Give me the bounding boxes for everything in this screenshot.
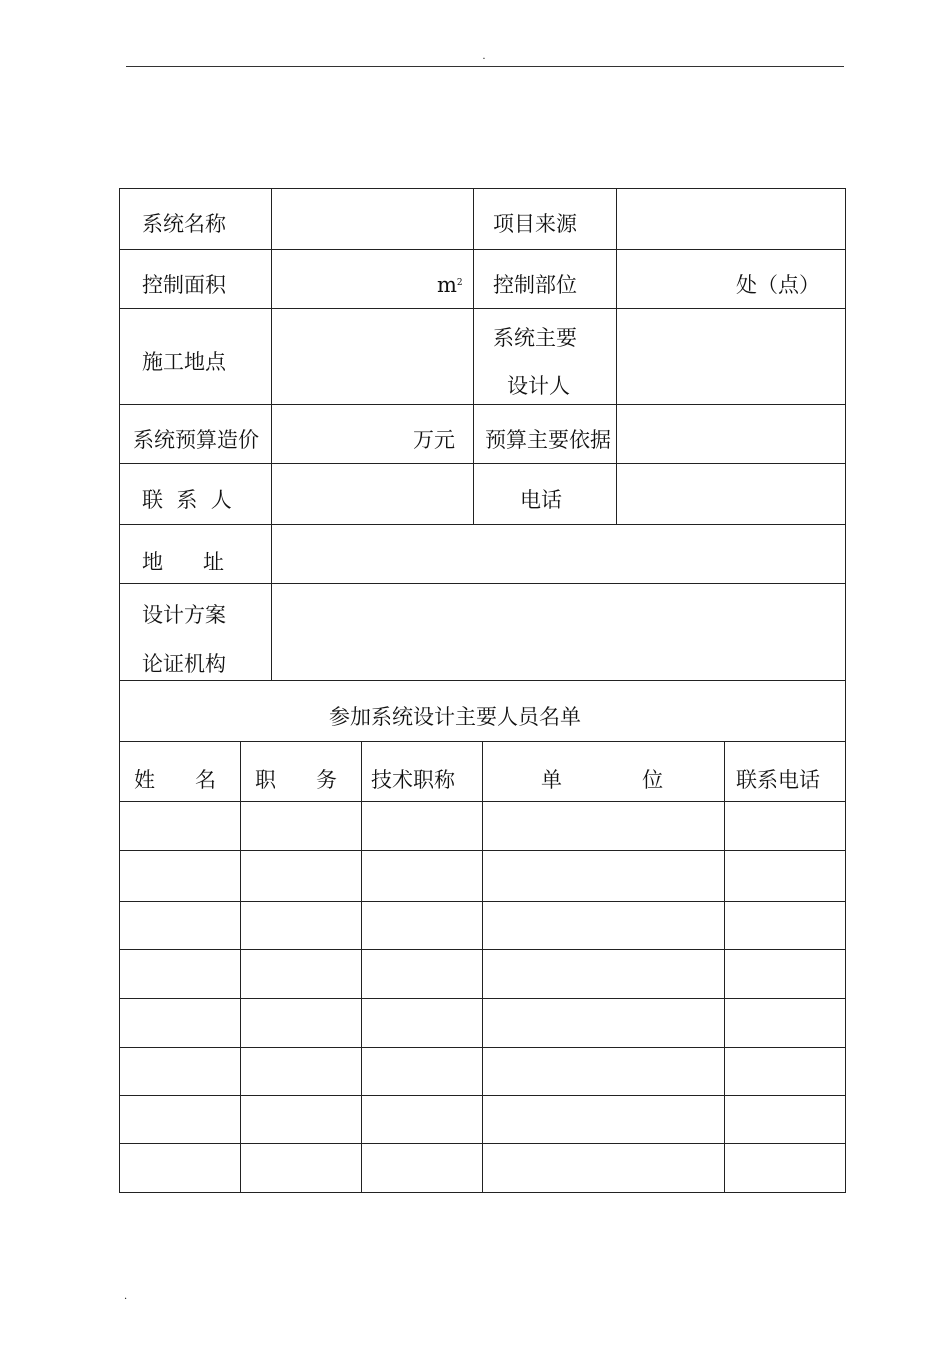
- col-header-phone: 联系电话: [736, 768, 820, 792]
- designer-label-line2: 设计人: [507, 374, 570, 398]
- control-part-label: 控制部位: [493, 273, 577, 297]
- row-divider: [119, 249, 846, 250]
- budget-basis-field[interactable]: [621, 405, 845, 463]
- system-name-field[interactable]: [272, 189, 473, 249]
- table-border-right: [845, 188, 846, 1193]
- budget-label: 系统预算造价: [133, 428, 259, 452]
- column-divider: [473, 188, 474, 525]
- demo-org-field[interactable]: [272, 584, 845, 680]
- member-row[interactable]: [120, 950, 845, 998]
- footer-dot: .: [124, 1291, 128, 1302]
- row-divider: [119, 680, 846, 681]
- header-dot: .: [482, 51, 486, 62]
- site-label: 施工地点: [142, 350, 226, 374]
- control-part-unit: 处（点）: [736, 273, 820, 297]
- phone-field[interactable]: [617, 464, 845, 524]
- control-area-label: 控制面积: [142, 273, 226, 297]
- budget-basis-label: 预算主要依据: [485, 428, 611, 452]
- project-source-field[interactable]: [617, 189, 845, 249]
- members-title: 参加系统设计主要人员名单: [329, 705, 581, 729]
- system-name-label: 系统名称: [142, 212, 226, 236]
- address-field[interactable]: [272, 525, 845, 583]
- address-label: 地 址: [142, 550, 225, 574]
- col-header-position: 职 务: [255, 768, 338, 792]
- superscript-two: 2: [456, 278, 463, 288]
- member-row[interactable]: [120, 802, 845, 850]
- control-part-field[interactable]: [617, 250, 732, 308]
- demo-org-label-line2: 论证机构: [142, 652, 226, 676]
- phone-label: 电话: [520, 488, 562, 512]
- contact-field[interactable]: [272, 464, 473, 524]
- member-row[interactable]: [120, 1096, 845, 1143]
- contact-label: 联 系 人: [142, 488, 232, 512]
- budget-unit: 万元: [413, 428, 455, 452]
- site-field[interactable]: [272, 309, 473, 404]
- col-header-unit: 单 位: [541, 768, 664, 792]
- budget-field[interactable]: [272, 405, 407, 463]
- header-rule: [126, 66, 844, 67]
- project-source-label: 项目来源: [493, 212, 577, 236]
- col-header-name: 姓 名: [134, 768, 217, 792]
- demo-org-label-line1: 设计方案: [142, 603, 226, 627]
- member-row[interactable]: [120, 1048, 845, 1095]
- member-row[interactable]: [120, 999, 845, 1047]
- member-row[interactable]: [120, 902, 845, 949]
- designer-field[interactable]: [617, 309, 845, 404]
- designer-label-line1: 系统主要: [493, 326, 577, 350]
- member-row[interactable]: [120, 851, 845, 901]
- control-area-unit: $m^2$: [437, 273, 463, 297]
- member-row[interactable]: [120, 1144, 845, 1192]
- control-area-field[interactable]: [272, 250, 432, 308]
- col-header-title: 技术职称: [371, 768, 455, 792]
